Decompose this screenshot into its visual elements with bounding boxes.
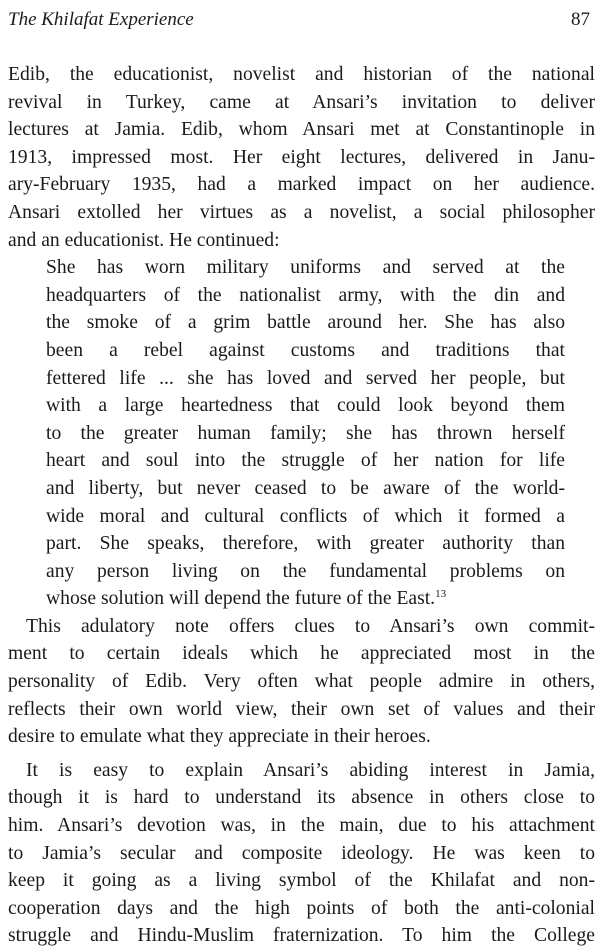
text-line: 1913, impressed most. Her eight lectures, delivered in Janu- <box>8 146 595 168</box>
text-line: personality of Edib. Very often what people admire in others, <box>8 671 595 693</box>
text-line: ary-February 1935, had a marked impact on her audience. <box>8 174 595 196</box>
quote-line: and liberty, but never ceased to be aware of the world- <box>46 477 565 499</box>
quote-line: with a large heartedness that could look beyond them <box>46 395 565 417</box>
text-line: ment to certain ideals which he appreciated most in the <box>8 643 595 665</box>
running-head: The Khilafat Experience <box>8 9 194 30</box>
quote-line: the smoke of a grim battle around her. She has also <box>46 312 565 334</box>
quote-line: wide moral and cultural conflicts of which it formed a <box>46 505 565 527</box>
quote-line: heart and soul into the struggle of her nation for life <box>46 450 565 472</box>
quote-line <box>46 585 565 613</box>
quote-line: fettered life ... she has loved and served her people, but <box>46 367 565 389</box>
page-number: 87 <box>571 9 590 30</box>
quote-line: any person living on the fundamental problems on <box>46 560 565 582</box>
page-body <box>8 61 595 950</box>
text-line: struggle and Hindu-Muslim fraternization. To him the College <box>8 925 595 947</box>
quote-line: been a rebel against customs and traditions that <box>46 339 565 361</box>
text-line: keep it going as a living symbol of the Khilafat and non- <box>8 870 595 892</box>
text-line: lectures at Jamia. Edib, whom Ansari met at Constantinople in <box>8 119 595 141</box>
text-line: and an educationist. He continued: <box>8 229 280 251</box>
text-line: cooperation days and the high points of both the anti-colonial <box>8 897 595 919</box>
text-line: revival in Turkey, came at Ansari’s invitation to deliver <box>8 91 595 113</box>
paragraph-3 <box>8 757 595 950</box>
quote-line: to the greater human family; she has thrown herself <box>46 422 565 444</box>
quote-line: headquarters of the nationalist army, with the din and <box>46 284 565 306</box>
block-quote <box>46 254 565 613</box>
text-line: Edib, the educationist, novelist and historian of the national <box>8 64 595 85</box>
text-line: though it is hard to understand its absence in others close to <box>8 787 595 809</box>
quote-line: She has worn military uniforms and served at the <box>46 257 565 279</box>
text-line: him. Ansari’s devotion was, in the main, due to his attachment <box>8 815 595 837</box>
paragraph-2 <box>8 613 595 751</box>
text-line: to Jamia’s secular and composite ideology. He was keen to <box>8 842 595 864</box>
footnote-reference: 13 <box>435 588 447 601</box>
text-line: desire to emulate what they appreciate in their heroes. <box>8 726 431 748</box>
text-line: Ansari extolled her virtues as a novelist, a social philosopher <box>8 201 595 223</box>
text-line: This adulatory note offers clues to Ansari’s own commit- <box>26 615 595 637</box>
text-line: reflects their own world view, their own set of values and their <box>8 698 595 720</box>
quote-line: part. She speaks, therefore, with greater authority than <box>46 533 565 555</box>
quote-last-text: whose solution will depend the future of the East. <box>46 588 436 610</box>
text-line: It is easy to explain Ansari’s abiding interest in Jamia, <box>26 759 595 781</box>
paragraph-1 <box>8 61 595 254</box>
